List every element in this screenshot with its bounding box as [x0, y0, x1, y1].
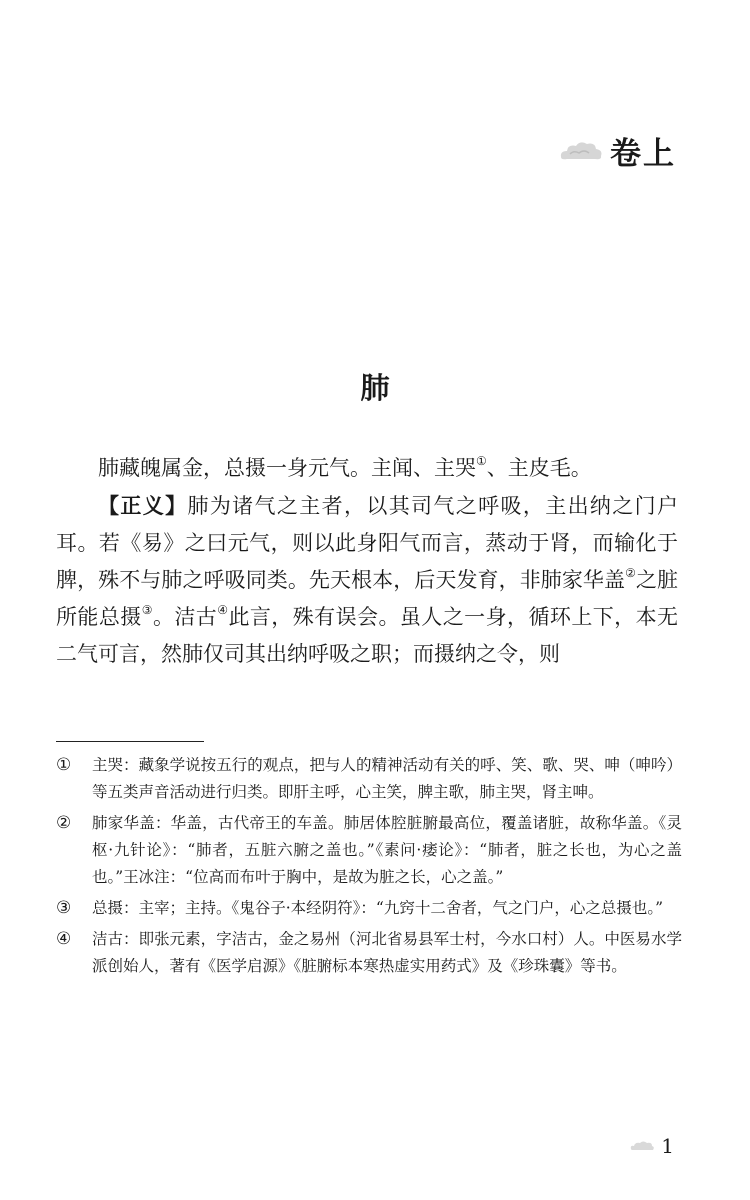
- footnote-text: 洁古：即张元素，字洁古，金之易州（河北省易县军士村，今水口村）人。中医易水学派创始人，著有《医学启源》《脏腑标本寒热虚实用药式》及《珍珠囊》等书。: [92, 930, 682, 975]
- footnote-item: [56, 810, 682, 891]
- footnote-number: ①: [56, 755, 72, 775]
- text-segment: 之脏所能总摄: [56, 568, 678, 629]
- text-segment: 肺藏魄属金，总摄一身元气。主闻、主哭: [98, 456, 476, 480]
- main-text: [56, 450, 678, 673]
- chapter-title: 肺: [360, 371, 390, 405]
- page-footer: [629, 1134, 674, 1158]
- page-number: 1: [661, 1134, 674, 1158]
- footnote-text: 主哭：藏象学说按五行的观点，把与人的精神活动有关的呼、笑、歌、哭、呻（呻吟）等五类声音活动进行归类。即肝主呼，心主笑，脾主歌，肺主哭，肾主呻。: [92, 756, 682, 801]
- footnote-ref-1: ①: [476, 454, 487, 468]
- text-segment: 肺为诸气之主者，以其司气之呼吸，主出纳之门户耳。若《易》之曰元气，则以此身阳气而言，蒸动于肾，而输化于脾，殊不与肺之呼吸同类。先天根本，后天发育，非肺家华盖: [56, 494, 679, 592]
- text-segment: 、主皮毛。: [486, 456, 592, 480]
- footnote-number: ③: [56, 898, 72, 918]
- zhengyi-tag: 【正义】: [98, 493, 188, 518]
- volume-title: 卷上: [610, 136, 676, 172]
- footnote-number: ②: [56, 813, 72, 833]
- text-segment: 此言，殊有误会。虽人之一身，循环上下，本无二气可言，然肺仅司其出纳呼吸之职；而摄纳之令，则: [56, 605, 679, 666]
- paragraph-2: [56, 487, 678, 673]
- text-segment: 。洁古: [152, 605, 218, 629]
- footnote-text: 肺家华盖：华盖，古代帝王的车盖。肺居体腔脏腑最高位，覆盖诸脏，故称华盖。《灵枢·九针论》：“肺者，五脏六腑之盖也。”《素问·痿论》：“肺者，脏之长也，为心之盖也。”王冰注：“位高而布叶于胸中，是故为脏之长，心之盖。”: [92, 814, 682, 886]
- paragraph-1: [56, 450, 678, 487]
- footnote-item: [56, 926, 682, 980]
- cloud-ornament-icon: [629, 1140, 655, 1152]
- footnote-item: [56, 895, 682, 922]
- cloud-ornament-icon: [558, 139, 604, 163]
- footnote-text: 总摄：主宰；主持。《鬼谷子·本经阴符》：“九窍十二舍者，气之门户，心之总摄也。”: [92, 899, 664, 917]
- footnote-ref-3: ③: [141, 603, 153, 617]
- footnote-divider: [56, 741, 204, 742]
- footnote-ref-4: ④: [217, 603, 229, 617]
- footnote-item: [56, 752, 682, 806]
- footnote-number: ④: [56, 929, 72, 949]
- page-header: [558, 128, 676, 173]
- footnote-ref-2: ②: [625, 566, 636, 580]
- footnotes: [56, 752, 682, 984]
